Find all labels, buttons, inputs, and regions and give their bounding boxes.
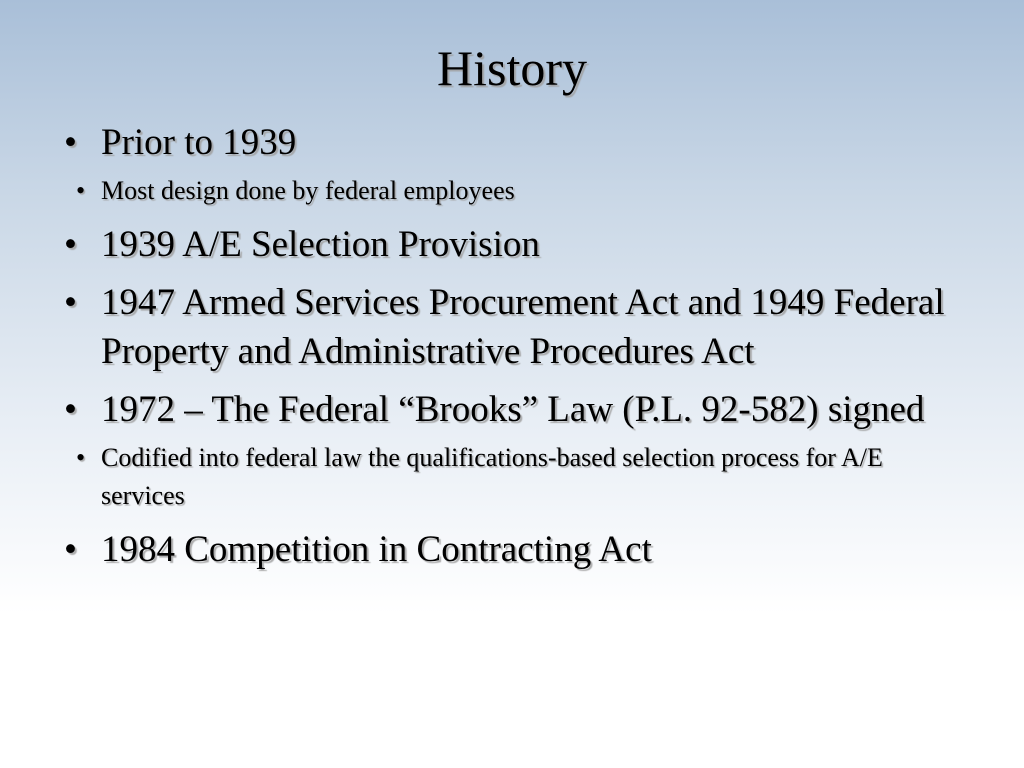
bullet-item: [56, 385, 956, 434]
sub-bullet-group: [56, 172, 956, 210]
bullet-text: 1947 Armed Services Procurement Act and 1949 Federal Property and Administrative Procedures Act: [101, 282, 945, 372]
slide-title: History: [437, 40, 587, 96]
sub-bullet-text: Most design done by federal employees: [101, 176, 515, 205]
bullet-text: Prior to 1939: [101, 122, 297, 163]
sub-bullet-group: [56, 439, 956, 515]
bullet-item: [56, 525, 956, 574]
bullet-list: [56, 118, 956, 583]
bullet-text: 1939 A/E Selection Provision: [101, 224, 540, 265]
bullet-item: [56, 118, 956, 167]
sub-bullet-item: [56, 172, 956, 210]
bullet-item: [56, 220, 956, 269]
sub-bullet-text: Codified into federal law the qualifications-based selection process for A/E services: [101, 443, 883, 510]
bullet-text: 1972 – The Federal “Brooks” Law (P.L. 92-582) signed: [101, 389, 925, 430]
sub-bullet-item: [56, 439, 956, 515]
bullet-text: 1984 Competition in Contracting Act: [101, 529, 652, 570]
bullet-item: [56, 278, 956, 376]
